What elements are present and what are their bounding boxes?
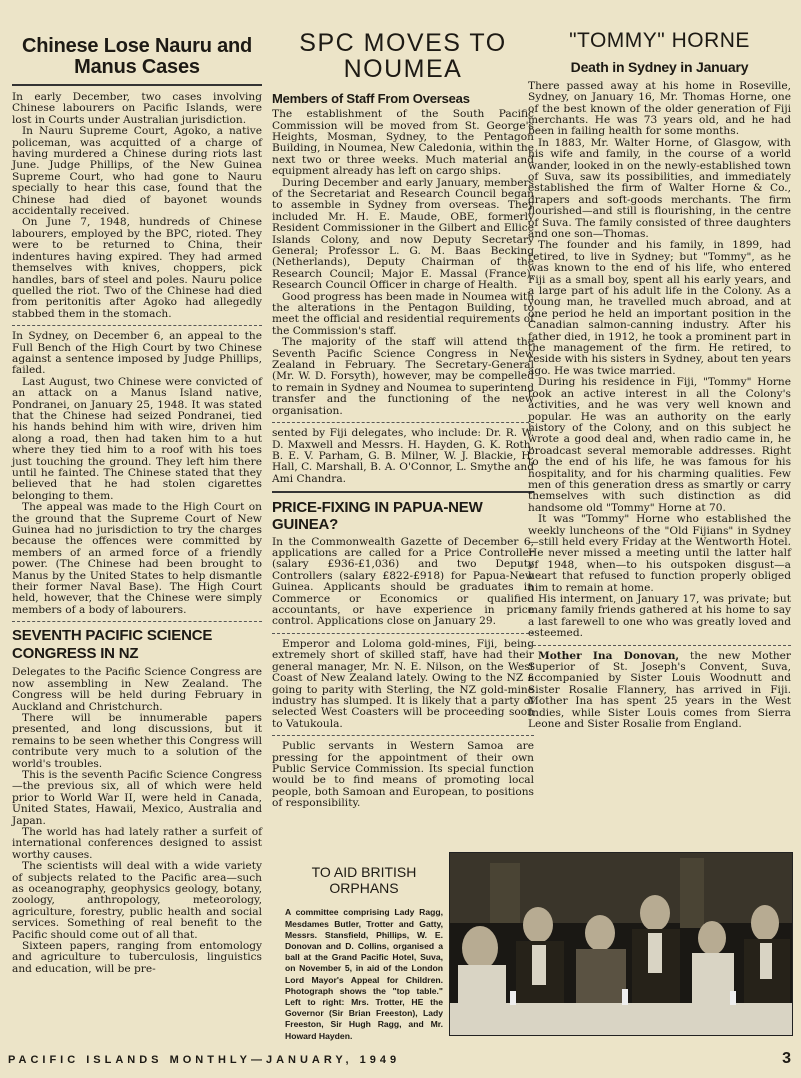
page-number: 3 xyxy=(782,1050,791,1067)
article-paragraph: Delegates to the Pacific Science Congress are now assembling in New Zealand. The Congress will be held during February in Auckland and Christchurch. xyxy=(12,666,262,713)
photo-illustration xyxy=(450,853,792,1035)
article-paragraph: Good progress has been made in Noumea with the alterations in the Pentagon Building, to meet the official and residential requirements of the Commission's staff. xyxy=(272,290,534,337)
divider xyxy=(272,422,534,423)
bold-name: Mother Ina Donovan, xyxy=(538,649,680,662)
divider xyxy=(272,633,534,634)
article-paragraph: Public servants in Western Samoa are pressing for the appointment of their own Public Service Commission. Its special function would be to find means of promoting local people, both Samoan and European, to positions of responsibility. xyxy=(272,740,534,810)
article-paragraph: There passed away at his home in Roseville, Sydney, on January 16, Mr. Thomas Horne, one of the best known of the older generation of Fiji merchants. He was 73 years old, and he had been in failing health for some months. xyxy=(528,79,791,138)
divider xyxy=(12,84,262,86)
article-paragraph: Last August, two Chinese were convicted of an attack on a Manus Island native, Pondranei, on January 25, 1948. It was stated that the Chinese had seized Pondranei, tied his hands behind him with wire, driven him along a road, then had taken him to a hut where they tied him to a roof with his toes just touching the ground. They left him there until he fainted. The Chinese stated that they believed that he had stolen cigarettes belonging to them. xyxy=(12,375,262,502)
article-paragraph: This is the seventh Pacific Science Congress—the previous six, all of which were held prior to World War II, were held in Canada, United States, Hawaii, Mexico, Australia and Japan. xyxy=(12,768,262,827)
article-paragraph: The founder and his family, in 1899, had retired, to live in Sydney; but "Tommy", as he was known to the end of his life, who entered Fiji as a small boy, spent all his early years, and a large part of his adult life in the Colony. As a young man, he travelled much abroad, and at one period he held an important position in the Canadian salmon-canning industry. After his father died, in 1912, he took a prominent part in the management of the firm. He retired, to reside with his sisters in Sydney, about ten years ago. He was twice married. xyxy=(528,239,791,377)
divider xyxy=(272,735,534,736)
footer-publication-title: PACIFIC ISLANDS MONTHLY—JANUARY, 1949 xyxy=(8,1054,401,1066)
aid-orphans-box xyxy=(285,852,443,1042)
divider xyxy=(272,491,534,493)
article-paragraph-mother-ina xyxy=(528,651,791,731)
divider xyxy=(12,621,262,622)
headline-price-fixing: PRICE-FIXING IN PAPUA-NEW GUINEA? xyxy=(272,499,483,534)
divider xyxy=(12,325,262,326)
top-table-photograph xyxy=(449,852,793,1036)
headline-seventh-pacific-science-congress: SEVENTH PACIFIC SCIENCE CONGRESS IN NZ xyxy=(12,627,213,663)
article-paragraph: In the Commonwealth Gazette of December 6, applications are called for a Price Controller (salary £936-£1,036) and two Deputy Controllers (salary £822-£918) for Papua-New Guinea. Applicants should be graduates in Commerce or Economics or qualified accountants, or have experience in price control. Applications close on January 29. xyxy=(272,535,534,628)
column-left xyxy=(12,30,262,975)
column-right xyxy=(528,30,791,730)
article-paragraph: Sixteen papers, ranging from entomology and agriculture to tuberculosis, linguistics and education, will be pre- xyxy=(12,940,262,975)
headline-chinese-lose-cases: Chinese Lose Nauru and Manus Cases xyxy=(21,35,253,78)
article-paragraph: In Sydney, on December 6, an appeal to the Full Bench of the High Court by two Chinese against a sentence imposed by Judge Phillips, failed. xyxy=(12,330,262,377)
article-paragraph: The appeal was made to the High Court on the ground that the Supreme Court of New Guinea had no jurisdiction to try the charges because the offences were committed by members of an armed force of a friendly power. (The Chinese had been brought to Manus by the United States to help dismantle their former Naval Base). The High Court held, however, that the Chinese were simply members of a body of labourers. xyxy=(12,501,262,616)
paragraph-text: the new Mother Superior of St. Joseph's Convent, Suva, accompanied by Sister Louis Woodnutt and Sister Rosalie Flannery, has arrived in Fiji. Mother Ina has spent 25 years in the West Indies, while Sister Louis comes from Sierra Leone and Sister Rosalie from England. xyxy=(528,649,791,731)
article-paragraph: In 1883, Mr. Walter Horne, of Glasgow, with his wife and family, in the course of a world wander, looked in on the newly-established town of Suva, saw its possibilities, and immediately established the firm of Walter Horne & Co., drapers and soft-goods merchants. The firm flourished—and still is flourishing, in the centre of Suva. The family consisted of three daughters and one son—Thomas. xyxy=(528,136,791,241)
article-paragraph: During his residence in Fiji, "Tommy" Horne took an active interest in all the Colony's activities, and he was very well known and popular. He was an authority on the early history of the Colony, and on this subject he wrote a good deal and, when radio came in, he broadcast several memorable addresses. Right to the end of his life, he was famous for his hospitality, and for his charming qualities. Few men of this generation dress as smartly or carry themselves with such distinction as did handsome old "Tommy" Horne at 70. xyxy=(528,376,791,514)
photo-caption: A committee comprising Lady Ragg, Mesdames Butler, Trotter and Gatty, Messrs. Stansfield, Phillips, W. E. Donovan and D. Collins, organised a ball at the Grand Pacific Hotel, Suva, on November 5, in aid of the London Lord Mayor's Appeal for Children. Photograph shows the "top table." Left to right: Mrs. Trotter, HE the Governor (Sir Brian Freeston), Lady Freeston, Sir Hugh Ragg, and Mr. Howard Hayden. xyxy=(285,907,443,1041)
divider xyxy=(528,645,791,646)
article-paragraph: There will be innumerable papers presented, and long discussions, but it remains to be seen whether this Congress will contribute very much to a solution of the world's troubles. xyxy=(12,711,262,770)
article-paragraph: In early December, two cases involving Chinese labourers on Pacific Islands, were lost in Courts under Australian jurisdiction. xyxy=(12,91,262,126)
headline-tommy-horne: "TOMMY" HORNE xyxy=(569,29,750,52)
article-paragraph: The world has had lately rather a surfeit of international conferences designed to assist worthy causes. xyxy=(12,825,262,861)
article-paragraph: On June 7, 1948, hundreds of Chinese labourers, employed by the BPC, rioted. They were to be returned to China, their indentures having expired. They had armed themselves with knives, choppers, pick handles, bars of steel and poles. Nauru police quelled the riot. Two of the Chinese had died from peritonitis after Agoko had allegedly stabbed them in the stomach. xyxy=(12,216,262,320)
subhead-members-of-staff: Members of Staff From Overseas xyxy=(272,90,470,106)
column-middle xyxy=(272,30,534,810)
article-paragraph: His interment, on January 17, was private; but many family friends gathered at his home to say a last farewell to one who was greatly loved and esteemed. xyxy=(528,593,791,640)
article-paragraph: The establishment of the South Pacific Commission will be moved from St. George's Heights, Mosman, Sydney, to the Pentagon Building, in Noumea, New Caledonia, within the next two or three weeks. Much material and equipment already has left on cargo ships. xyxy=(272,108,534,178)
article-paragraph: It was "Tommy" Horne who established the weekly luncheons of the "Old Fijians" in Sydney—still held every Friday at the Wentworth Hotel. He never missed a meeting until the latter half of 1948, when—to his outspoken disgust—a heart that refused to function properly obliged him to remain at home. xyxy=(528,513,791,594)
article-paragraph: The scientists will deal with a wide variety of subjects related to the Pacific area—such as oceanography, geophysics geology, botany, zoology, anthropology, meteorology, agriculture, forestry, public health and social services. Something of real benefit to the Pacific should come out of all that. xyxy=(12,860,262,941)
page-footer xyxy=(0,1044,801,1078)
subhead-death-in-sydney: Death in Sydney in January xyxy=(570,59,749,76)
headline-spc-moves-to-noumea: SPC MOVES TO NOUMEA xyxy=(299,29,507,84)
article-paragraph: sented by Fiji delegates, who include: Dr. R. W. D. Maxwell and Messrs. H. Hayden, G. K. Roth, B. E. V. Parham, G. B. Milner, W. J. Blackie, H. Hall, C. Marshall, B. A. O'Connor, L. Smythe and Ami Chandra. xyxy=(272,427,534,485)
headline-to-aid-british-orphans: TO AID BRITISH ORPHANS xyxy=(311,863,417,896)
article-paragraph: During December and early January, members of the Secretariat and Research Council began to assemble in Sydney from overseas. They included Mr. H. E. Maude, OBE, formerly Resident Commissioner in the Gilbert and Ellice Islands Colony, and now Deputy Secretary General; Professor L. G. M. Baas Becking (Netherlands), Deputy Chairman of the Research Council; Major E. Massal (France), Research Council Officer in charge of Health. xyxy=(272,176,534,292)
article-paragraph: In Nauru Supreme Court, Agoko, a native policeman, was acquitted of a charge of having murdered a Chinese during riots last June. Judge Phillips, of the New Guinea Supreme Court, who had gone to Nauru specially to hear this case, found that the Chinese had died of bayonet wounds accidentally received. xyxy=(12,125,262,218)
article-paragraph: The majority of the staff will attend the Seventh Pacific Science Congress in New Zealand in February. The Secretary-General (Mr. W. D. Forsyth), however, may be compelled to remain in Sydney and Noumea to superintend transfer and the functioning of the new organisation. xyxy=(272,336,534,417)
article-paragraph: Emperor and Loloma gold-mines, Fiji, being extremely short of skilled staff, have had their general manager, Mr. N. E. Nilson, on the West Coast of New Zealand lately. Owing to the NZ £ going to parity with Sterling, the NZ gold-mine industry has slumped. It is likely that a party of selected West Coasters will be proceeding soon to Vatukoula. xyxy=(272,637,534,730)
